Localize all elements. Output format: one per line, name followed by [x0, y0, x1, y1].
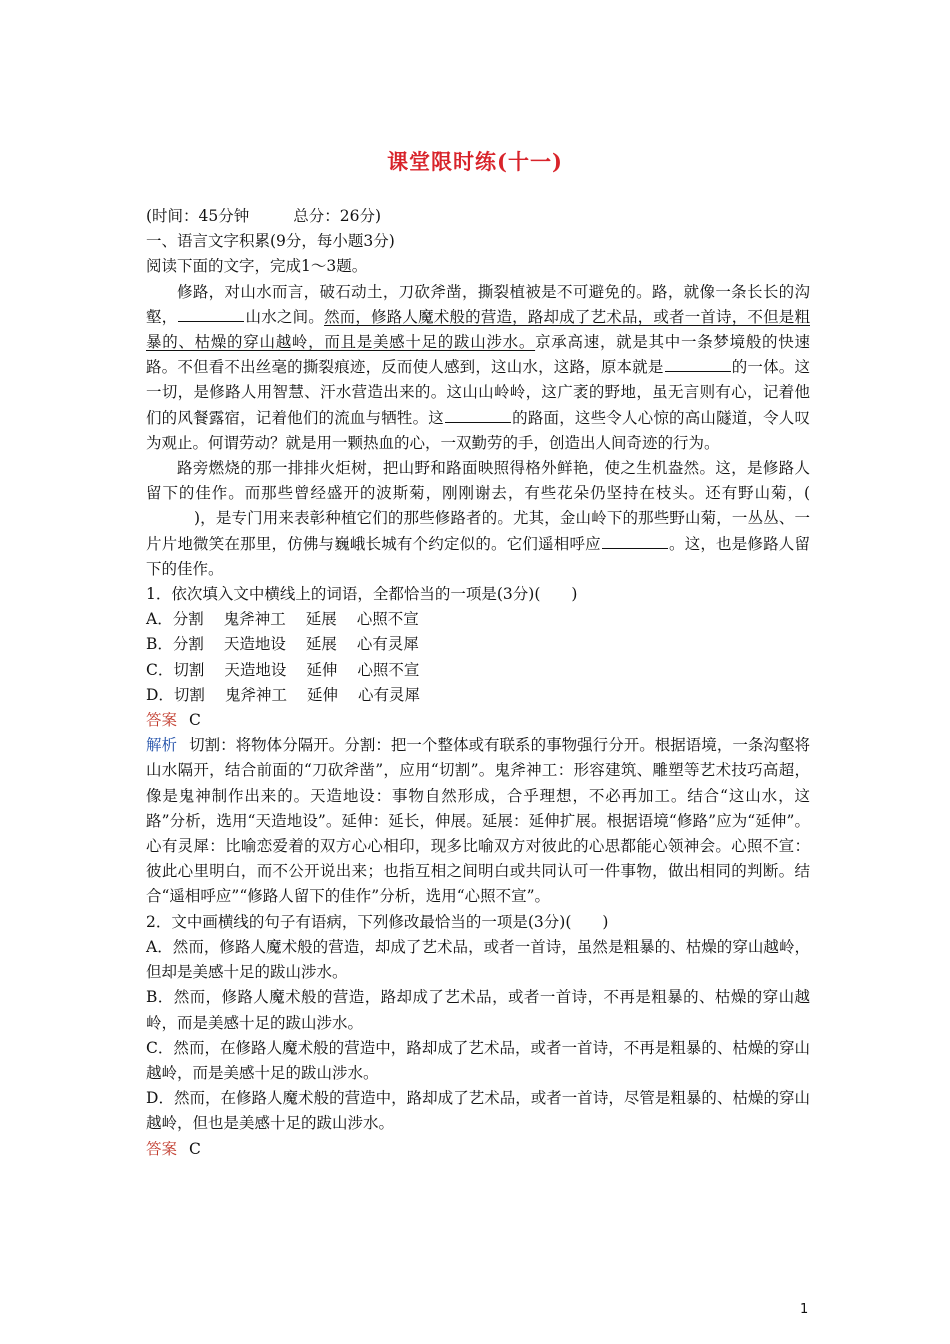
- section-instruction: 阅读下面的文字，完成1～3题。: [146, 257, 368, 276]
- question-1-option-a: A．分割 鬼斧神工 延展 心照不宣: [146, 610, 419, 629]
- answer-label: 答案: [146, 711, 178, 730]
- passage-paragraph-2: 路旁燃烧的那一排排火炬树，把山野和路面映照得格外鲜艳，使之生机盎然。这，是修路人留下的佳作。而那些曾经盛开的波斯菊，刚刚谢去，有些花朵仍坚持在枝头。还有野山菊，()，是专门用来表彰种植它们的那些修路者的。尤其，金山岭下的那些野山菊，一丛丛、一片片地微笑在那里，仿佛与巍峨长城有个约定似的。它们遥相呼应 。这，也是修路人留下的佳作。: [146, 459, 810, 578]
- question-1-explanation: 解析 切割：将物体分隔开。分割：把一个整体或有联系的事物强行分开。根据语境，一条沟壑将山水隔开，结合前面的“刀砍斧凿”，应用“切割”。鬼斧神工：形容建筑、雕塑等艺术技巧高超，像是鬼神制作出来的。天造地设：事物自然形成，合乎理想，不必再加工。结合“这山水，这路”分析，选用“天造地设”。延伸：延长，伸展。延展：延伸扩展。根据语境“修路”应为“延伸”。心有灵犀：比喻恋爱着的双方心心相印，现多比喻双方对彼此的心思都能心领神会。心照不宣：彼此心里明白，而不公开说出来；也指互相之间明白或共同认可一件事物，做出相同的判断。结合“遥相呼应”“修路人留下的佳作”分析，选用“心照不宣”。: [146, 736, 810, 906]
- fill-blank-4: [602, 534, 668, 549]
- answer-label: 答案: [146, 1139, 178, 1158]
- fill-blank-1: [178, 307, 244, 322]
- section-heading: 一、语言文字积累(9分，每小题3分): [146, 232, 395, 251]
- explanation-label: 解析: [146, 736, 178, 755]
- question-2-answer: [146, 1137, 810, 1162]
- question-1-answer: [146, 708, 810, 733]
- question-1-option-d: D．切割 鬼斧神工 延伸 心有灵犀: [146, 685, 420, 704]
- passage-paragraph-1: 修路，对山水而言，破石动土，刀砍斧凿，撕裂植被是不可避免的。路，就像一条长长的沟壑， 山水之间。然而，修路人魔术般的营造，路却成了艺术品，或者一首诗，不但是粗暴的、枯燥的穿山越岭，而且是美感十足的跋山涉水。京承高速，就是其中一条梦境般的快速路。不但看不出丝毫的撕裂痕迹，反而使人感到，这山水，这路，原本就是 的一体。这一切，是修路人用智慧、汗水营造出来的。这山山岭岭，这广袤的野地，虽无言则有心，记着他们的风餐露宿，记着他们的流血与牺牲。这 的路面，这些令人心惊的高山隧道，令人叹为观止。何谓劳动？就是用一颗热血的心，一双勤劳的手，创造出人间奇迹的行为。: [146, 282, 810, 452]
- question-2-option-b: B．然而，修路人魔术般的营造，路却成了艺术品，或者一首诗，不再是粗暴的、枯燥的穿山越岭，而是美感十足的跋山涉水。: [146, 988, 810, 1032]
- fill-blank-3: [445, 408, 511, 423]
- question-1-stem: 1．依次填入文中横线上的词语，全都恰当的一项是(3分)( ): [146, 585, 578, 604]
- answer-value: C: [189, 711, 201, 730]
- question-2-stem: 2．文中画横线的句子有语病，下列修改最恰当的一项是(3分)( ): [146, 912, 609, 931]
- page-number: 1: [800, 1302, 809, 1317]
- question-2-option-c: C．然而，在修路人魔术般的营造中，路却成了艺术品，或者一首诗，不再是粗暴的、枯燥的穿山越岭，而是美感十足的跋山涉水。: [146, 1038, 810, 1082]
- total-score: 总分：26分): [293, 207, 382, 225]
- question-2-option-d: D．然而，在修路人魔术般的营造中，路却成了艺术品，或者一首诗，尽管是粗暴的、枯燥的穿山越岭，但也是美感十足的跋山涉水。: [146, 1089, 810, 1133]
- question-2-option-a: A．然而，修路人魔术般的营造，却成了艺术品，或者一首诗，虽然是粗暴的、枯燥的穿山越岭，但却是美感十足的跋山涉水。: [146, 937, 810, 982]
- question-1-option-b: B．分割 天造地设 延展 心有灵犀: [146, 635, 419, 654]
- meta-line: [146, 204, 810, 229]
- answer-value: C: [189, 1139, 201, 1158]
- time-limit: (时间：45分钟: [146, 207, 250, 225]
- page-title: 课堂限时练(十一): [387, 149, 563, 174]
- question-1-option-c: C．切割 天造地设 延伸 心照不宣: [146, 660, 420, 679]
- fill-blank-2: [665, 357, 731, 372]
- document-body: [146, 204, 810, 1162]
- underlined-sentence: 然而，修路人魔术般的营造，路却成了艺术品，或者一首诗，不但是粗暴的、枯燥的穿山越岭，而且是美感十足的跋山涉水。: [146, 307, 810, 352]
